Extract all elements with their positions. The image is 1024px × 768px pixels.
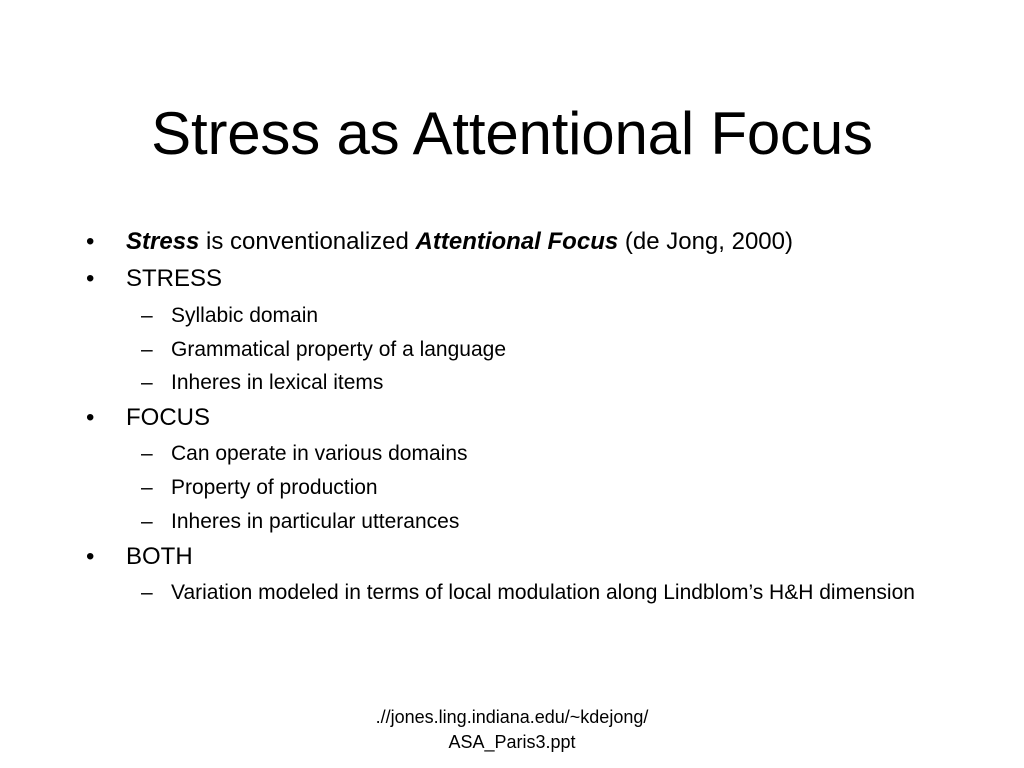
subitem bbox=[141, 440, 468, 467]
subitem-text: Can operate in various domains bbox=[171, 442, 468, 465]
subitem-text: Grammatical property of a language bbox=[171, 338, 507, 361]
bullet-definition bbox=[86, 227, 793, 257]
dash-icon: – bbox=[141, 476, 153, 499]
slide-title: Stress as Attentional Focus bbox=[151, 100, 873, 167]
bullet-focus bbox=[86, 403, 210, 433]
dash-icon: – bbox=[141, 338, 153, 361]
footer-url: .//jones.ling.indiana.edu/~kdejong/ bbox=[375, 707, 649, 727]
bullet-icon: • bbox=[86, 543, 95, 570]
source-footer bbox=[312, 705, 712, 755]
bullet-label: STRESS bbox=[126, 265, 223, 292]
subitem-text: Variation modeled in terms of local modulation along Lindblom’s H&H dimension bbox=[171, 581, 915, 604]
subitem bbox=[141, 474, 378, 501]
subitem bbox=[141, 369, 384, 396]
citation: (de Jong, 2000) bbox=[618, 228, 793, 255]
subitem bbox=[141, 579, 931, 606]
subitem-text: Property of production bbox=[171, 476, 378, 499]
bullet-both bbox=[86, 542, 193, 572]
bullet-icon: • bbox=[86, 265, 95, 292]
dash-icon: – bbox=[141, 581, 153, 604]
bullet-stress bbox=[86, 264, 223, 294]
bullet-label: BOTH bbox=[126, 543, 193, 570]
subitem bbox=[141, 302, 319, 329]
subitem-text: Inheres in lexical items bbox=[171, 371, 384, 394]
subitem-text: Syllabic domain bbox=[171, 304, 319, 327]
subitem bbox=[141, 508, 460, 535]
subitem-text: Inheres in particular utterances bbox=[171, 510, 460, 533]
term-stress: Stress bbox=[126, 228, 200, 255]
definition-text: is conventionalized bbox=[199, 228, 416, 255]
bullet-icon: • bbox=[86, 404, 95, 431]
subitem bbox=[141, 336, 507, 363]
bullet-label: FOCUS bbox=[126, 404, 210, 431]
dash-icon: – bbox=[141, 442, 153, 465]
footer-filename: ASA_Paris3.ppt bbox=[448, 732, 576, 752]
dash-icon: – bbox=[141, 371, 153, 394]
term-attentional-focus: Attentional Focus bbox=[415, 228, 619, 255]
dash-icon: – bbox=[141, 510, 153, 533]
bullet-icon: • bbox=[86, 228, 95, 255]
dash-icon: – bbox=[141, 304, 153, 327]
